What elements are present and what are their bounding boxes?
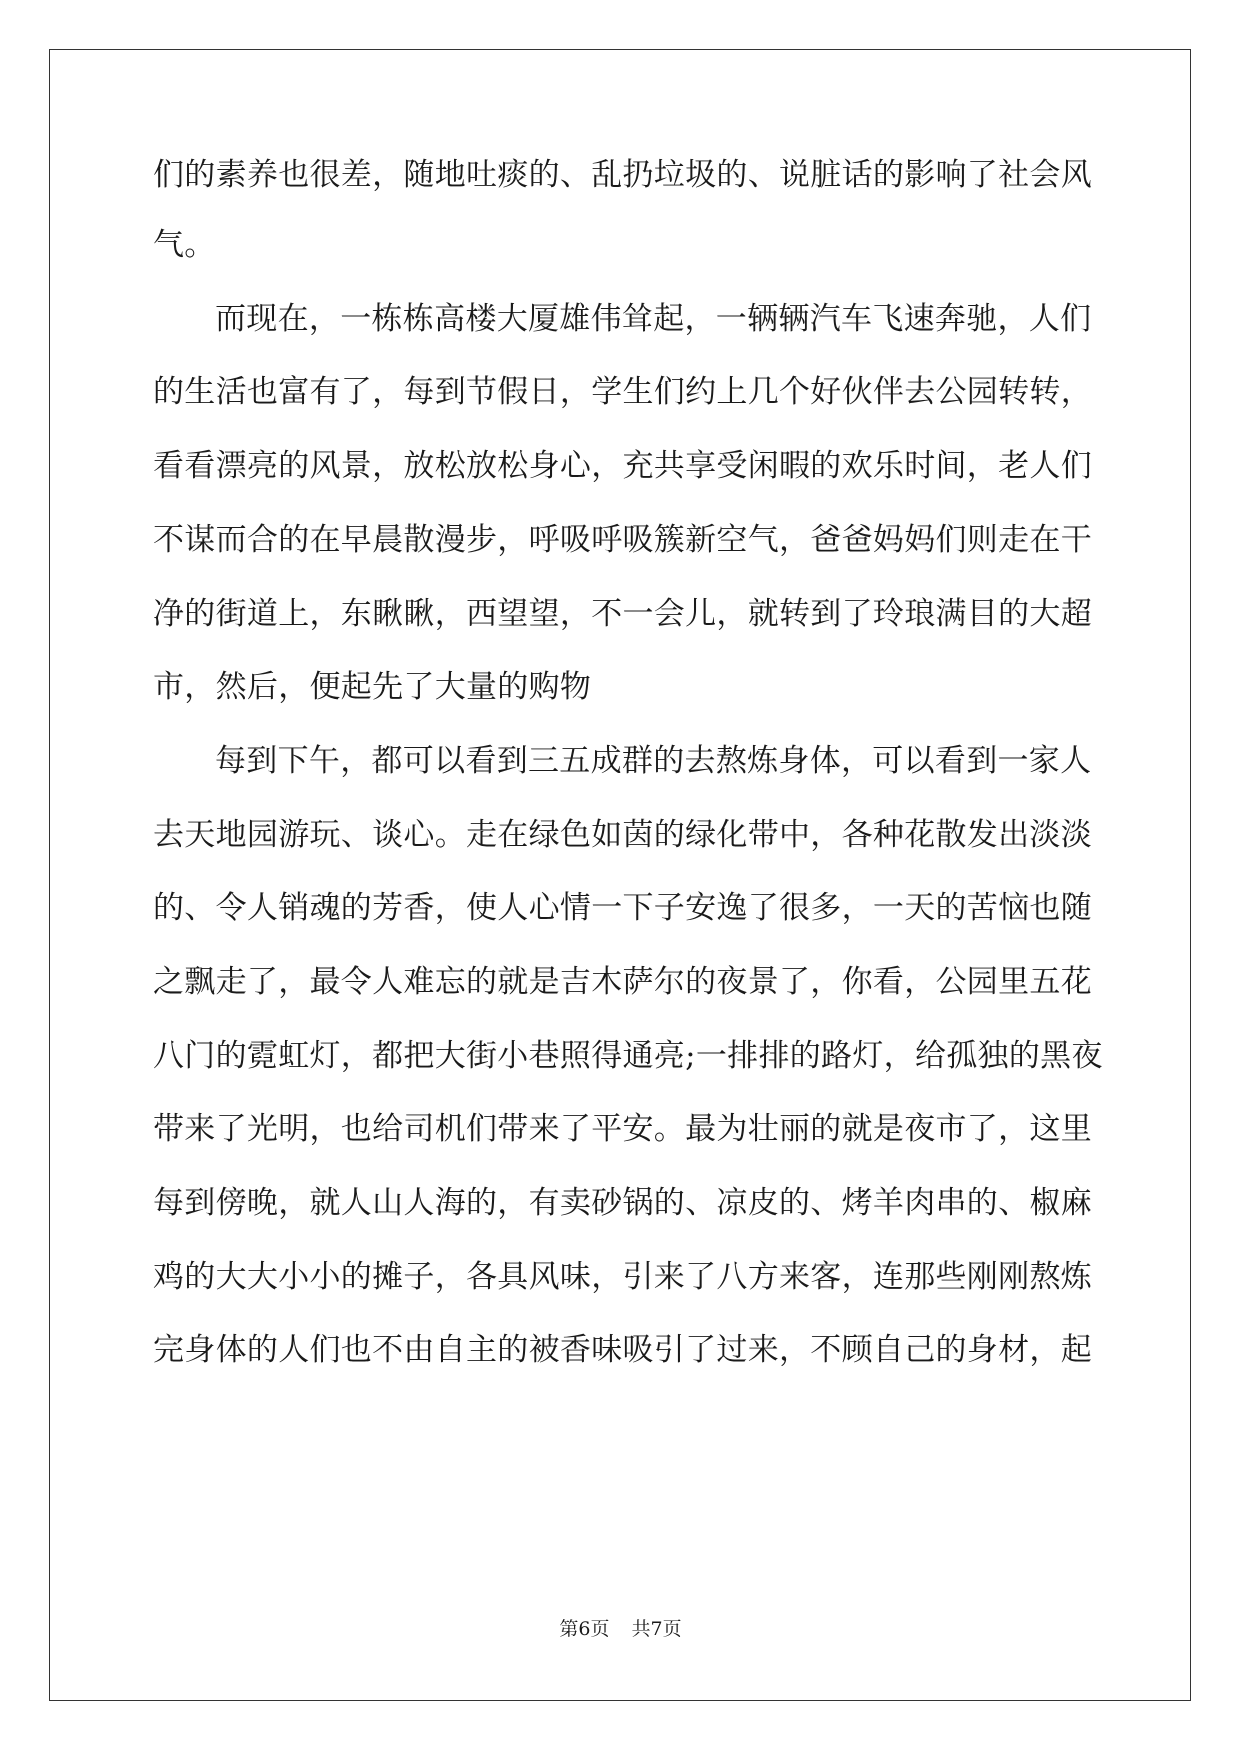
body-text-line: 气。: [153, 227, 216, 263]
body-text-line: 不谋而合的在早晨散漫步，呼吸呼吸簇新空气，爸爸妈妈们则走在干: [153, 522, 1092, 558]
page-number: 第6页: [559, 1618, 610, 1640]
body-text-line: 去天地园游玩、谈心。走在绿色如茵的绿化带中，各种花散发出淡淡: [153, 817, 1092, 853]
body-text-line: 带来了光明，也给司机们带来了平安。最为壮丽的就是夜市了，这里: [153, 1111, 1092, 1147]
body-text-line: 净的街道上，东瞅瞅，西望望，不一会儿，就转到了玲琅满目的大超: [153, 596, 1092, 632]
page-footer: [0, 1617, 1241, 1641]
body-text-line: 市，然后，便起先了大量的购物: [153, 669, 592, 705]
body-text-line: 之飘走了，最令人难忘的就是吉木萨尔的夜景了，你看，公园里五花: [153, 964, 1092, 1000]
body-text-line: 八门的霓虹灯，都把大街小巷照得通亮;一排排的路灯，给孤独的黑夜: [153, 1038, 1103, 1074]
paragraph-first-line: 每到下午，都可以看到三五成群的去熬炼身体，可以看到一家人: [215, 743, 1092, 779]
body-text-line: 完身体的人们也不由自主的被香味吸引了过来，不顾自己的身材，起: [153, 1332, 1092, 1368]
body-text-line: 的生活也富有了，每到节假日，学生们约上几个好伙伴去公园转转，: [153, 374, 1092, 410]
body-text-line: 们的素养也很差，随地吐痰的、乱扔垃圾的、说脏话的影响了社会风: [153, 157, 1092, 193]
paragraph-first-line: 而现在，一栋栋高楼大厦雄伟耸起，一辆辆汽车飞速奔驰，人们: [215, 301, 1092, 337]
page-total: 共7页: [631, 1618, 682, 1640]
body-text-line: 鸡的大大小小的摊子，各具风味，引来了八方来客，连那些刚刚熬炼: [153, 1259, 1092, 1295]
page-border: [49, 49, 1191, 1701]
body-text-line: 每到傍晚，就人山人海的，有卖砂锅的、凉皮的、烤羊肉串的、椒麻: [153, 1185, 1092, 1221]
body-text-line: 的、令人销魂的芳香，使人心情一下子安逸了很多，一天的苦恼也随: [153, 890, 1092, 926]
body-text-line: 看看漂亮的风景，放松放松身心，充共享受闲暇的欢乐时间，老人们: [153, 448, 1092, 484]
